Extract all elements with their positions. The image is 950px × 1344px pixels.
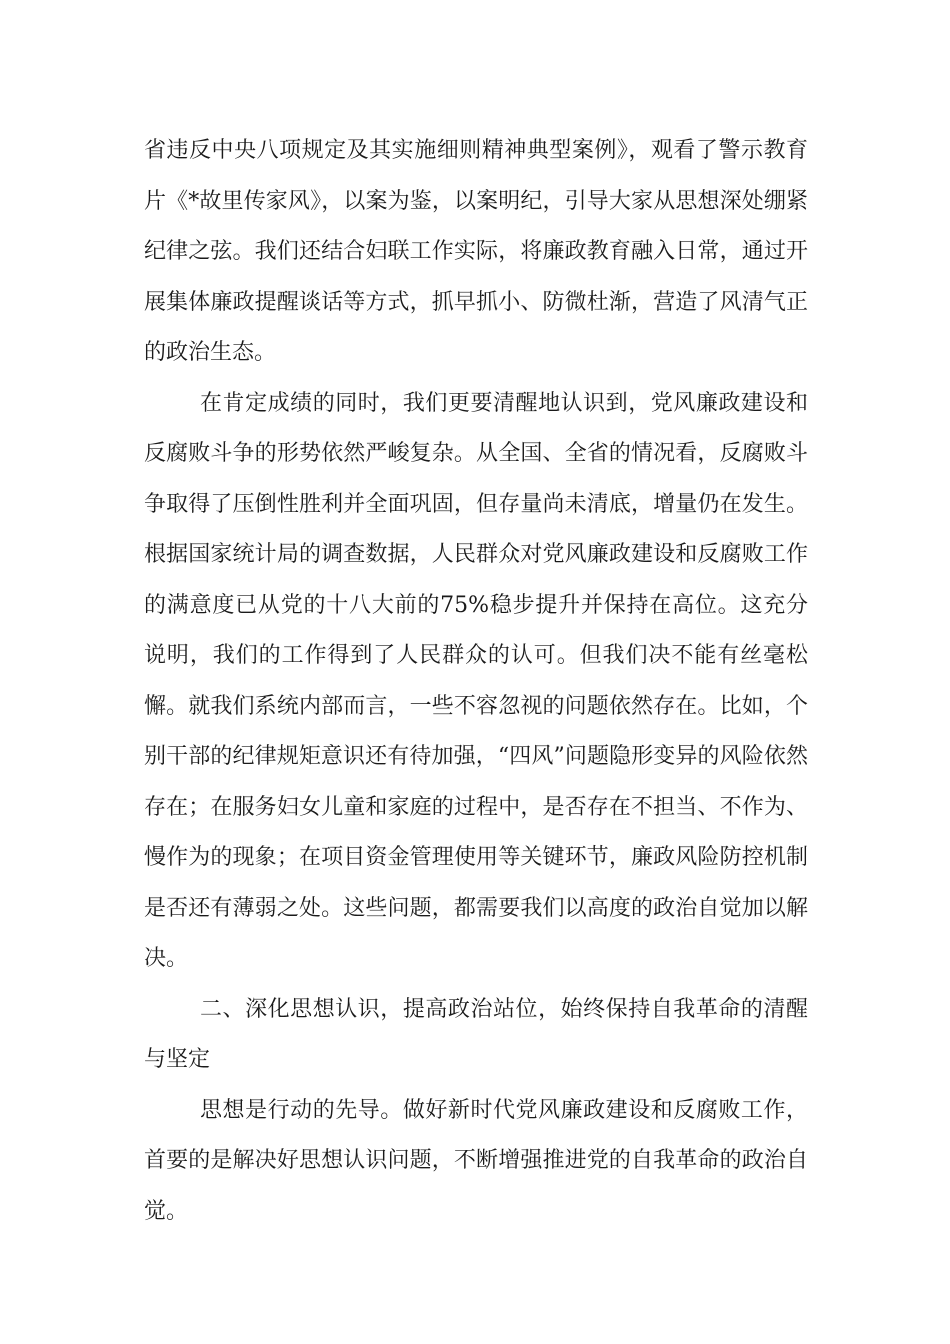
section-heading-two: 二、深化思想认识，提高政治站位，始终保持自我革命的清醒与坚定	[144, 996, 808, 1072]
paragraph-situation-analysis: 在肯定成绩的同时，我们更要清醒地认识到，党风廉政建设和反腐败斗争的形势依然严峻复杂。从全国、全省的情况看，反腐败斗争取得了压倒性胜利并全面巩固，但存量尚未清底，增量仍在发生。根据国家统计局的调查数据，人民群众对党风廉政建设和反腐败工作的满意度已从党的十八大前的75%稳步提升并保持在高位。这充分说明，我们的工作得到了人民群众的认可。但我们决不能有丝毫松懈。就我们系统内部而言，一些不容忽视的问题依然存在。比如，个别干部的纪律规矩意识还有待加强，“四风”问题隐形变异的风险依然存在；在服务妇女儿童和家庭的过程中，是否存在不担当、不作为、慢作为的现象；在项目资金管理使用等关键环节，廉政风险防控机制是否还有薄弱之处。这些问题，都需要我们以高度的政治自觉加以解决。	[144, 390, 808, 971]
document-body	[144, 126, 808, 1237]
paragraph-thought-guidance: 思想是行动的先导。做好新时代党风廉政建设和反腐败工作，首要的是解决好思想认识问题，不断增强推进党的自我革命的政治自觉。	[144, 1097, 808, 1224]
paragraph-continued-cases: 省违反中央八项规定及其实施细则精神典型案例》，观看了警示教育片《*故里传家风》，以案为鉴，以案明纪，引导大家从思想深处绷紧纪律之弦。我们还结合妇联工作实际，将廉政教育融入日常，通过开展集体廉政提醒谈话等方式，抓早抓小、防微杜渐，营造了风清气正的政治生态。	[144, 138, 808, 365]
